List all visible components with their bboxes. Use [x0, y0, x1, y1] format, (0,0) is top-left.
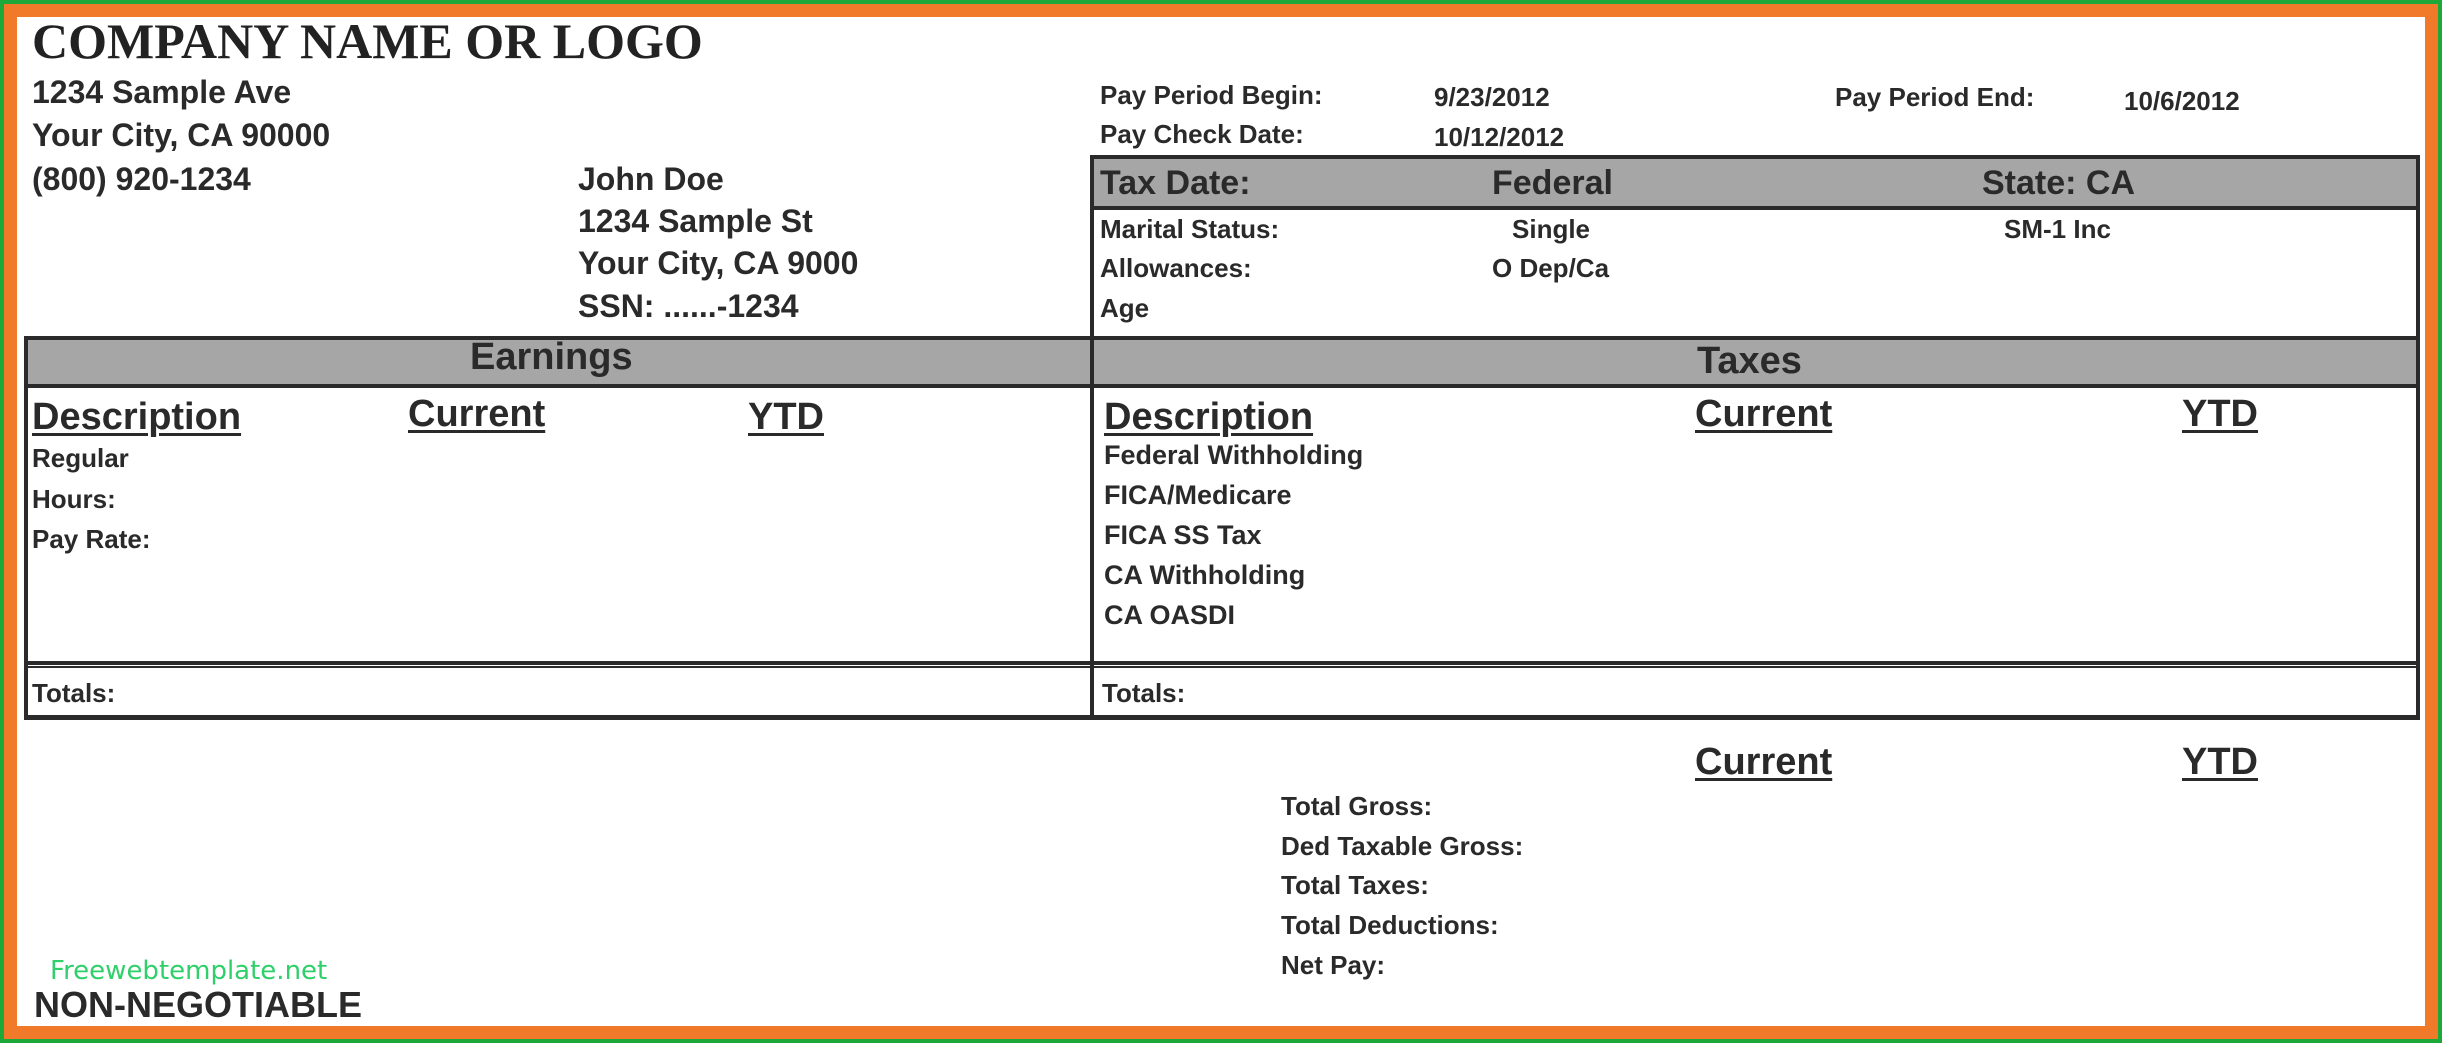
- marital-status-federal: Single: [1512, 214, 1591, 244]
- earnings-header: Earnings: [470, 336, 633, 378]
- main-table-center-divider: [1090, 336, 1094, 720]
- main-table-totals-top: [24, 661, 2420, 665]
- pay-period-begin-label: Pay Period Begin:: [1100, 80, 1323, 110]
- summary-col-ytd: YTD: [2182, 741, 2258, 783]
- main-table-totals-top-double: [24, 666, 2420, 668]
- tax-state-label: State: CA: [1982, 164, 2136, 202]
- earnings-row-hours: Hours:: [32, 484, 116, 514]
- taxes-col-current: Current: [1695, 393, 1833, 435]
- earnings-totals-label: Totals:: [32, 678, 116, 708]
- non-negotiable-label: NON-NEGOTIABLE: [34, 984, 362, 1025]
- summary-total-taxes: Total Taxes:: [1281, 870, 1429, 900]
- pay-period-begin-value: 9/23/2012: [1434, 82, 1550, 112]
- summary-net-pay: Net Pay:: [1281, 950, 1386, 980]
- section-header-bar: [26, 338, 2416, 386]
- tax-info-right-border: [2416, 155, 2420, 337]
- marital-status-state: SM-1 Inc: [2004, 214, 2111, 244]
- main-table-bottom-border: [24, 715, 2420, 720]
- marital-status-label: Marital Status:: [1100, 214, 1280, 244]
- main-table-right-border: [2416, 336, 2420, 720]
- earnings-col-ytd: YTD: [748, 396, 824, 438]
- earnings-row-pay-rate: Pay Rate:: [32, 524, 151, 554]
- taxes-col-ytd: YTD: [2182, 393, 2258, 435]
- employee-address-line2: Your City, CA 9000: [578, 245, 859, 281]
- taxes-row-fica-ss-tax: FICA SS Tax: [1104, 520, 1262, 550]
- company-address-line2: Your City, CA 90000: [32, 117, 331, 153]
- taxes-header: Taxes: [1697, 340, 1802, 382]
- allowances-federal: O Dep/Ca: [1492, 253, 1610, 283]
- company-phone: (800) 920-1234: [32, 161, 251, 197]
- summary-col-current: Current: [1695, 741, 1833, 783]
- pay-check-date-label: Pay Check Date:: [1100, 119, 1304, 149]
- tax-info-left-border: [1090, 155, 1094, 337]
- earnings-col-description: Description: [32, 396, 242, 438]
- tax-date-label: Tax Date:: [1100, 164, 1251, 202]
- pay-period-end-value: 10/6/2012: [2124, 86, 2240, 116]
- pay-period-end-label: Pay Period End:: [1835, 82, 2035, 112]
- summary-ded-taxable-gross: Ded Taxable Gross:: [1281, 831, 1524, 861]
- summary-total-deductions: Total Deductions:: [1281, 910, 1499, 940]
- employee-ssn: SSN: ......-1234: [578, 288, 799, 324]
- earnings-row-regular: Regular: [32, 443, 129, 473]
- tax-info-top-border: [1090, 155, 2420, 159]
- age-label: Age: [1100, 293, 1150, 323]
- taxes-totals-label: Totals:: [1102, 678, 1186, 708]
- employee-address-line1: 1234 Sample St: [578, 203, 813, 239]
- tax-info-header-divider: [1090, 206, 2420, 210]
- taxes-row-ca-withholding: CA Withholding: [1104, 560, 1306, 590]
- taxes-row-fica-medicare: FICA/Medicare: [1104, 480, 1292, 510]
- tax-federal-label: Federal: [1492, 164, 1613, 202]
- main-table-header-divider: [24, 384, 2420, 388]
- main-table-left-border: [24, 336, 28, 720]
- tax-info-header-bar: [1092, 157, 2417, 209]
- taxes-row-ca-oasdi: CA OASDI: [1104, 600, 1236, 630]
- taxes-col-description: Description: [1104, 396, 1314, 438]
- employee-name: John Doe: [578, 161, 724, 197]
- summary-total-gross: Total Gross:: [1281, 791, 1433, 821]
- earnings-col-current: Current: [408, 393, 546, 435]
- taxes-row-federal-withholding: Federal Withholding: [1104, 440, 1364, 470]
- watermark: Freewebtemplate.net: [50, 956, 328, 986]
- main-table-top-border: [24, 336, 2420, 340]
- company-name: COMPANY NAME OR LOGO: [32, 13, 703, 69]
- allowances-label: Allowances:: [1100, 253, 1252, 283]
- pay-check-date-value: 10/12/2012: [1434, 122, 1565, 152]
- company-address-line1: 1234 Sample Ave: [32, 74, 292, 110]
